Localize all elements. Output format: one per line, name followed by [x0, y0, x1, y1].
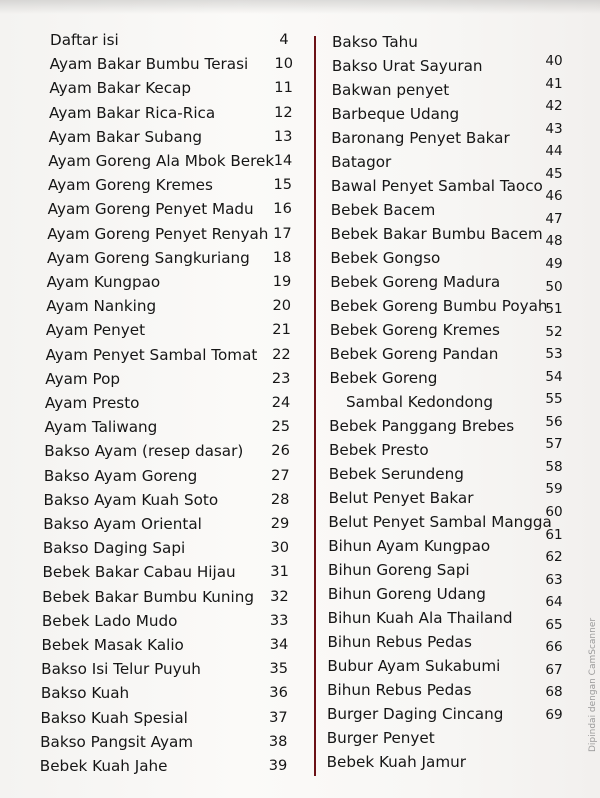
toc-entry-title: Bakso Pangsit Ayam — [40, 732, 194, 751]
toc-entry-title: Bihun Rebus Pedas — [327, 633, 472, 651]
toc-entry-title: Ayam Pop — [45, 369, 121, 388]
toc-entry-title: Bebek Panggang Brebes — [329, 417, 515, 435]
toc-entry-page: 56 — [545, 413, 563, 430]
toc-entry-title: Bebek Bakar Bumbu Kuning — [42, 587, 255, 606]
toc-entry-title: Bakso Ayam (resep dasar) — [44, 442, 244, 461]
toc-entry-title: Ayam Goreng Penyet Renyah — [47, 224, 269, 243]
toc-entry-title: Ayam Goreng Ala Mbok Berek — [48, 152, 275, 170]
toc-entry-page: 68 — [545, 684, 563, 701]
toc-entry-title: Belut Penyet Sambal Mangga — [328, 513, 552, 531]
toc-entry-title: Bebek Kuah Jamur — [326, 753, 467, 771]
toc-entry-title: Bebek Bakar Bumbu Bacem — [330, 225, 543, 243]
toc-entry-page: 12 — [274, 103, 293, 121]
toc-entry-title: Ayam Presto — [44, 394, 140, 412]
toc-entry-page: 53 — [545, 346, 563, 363]
toc-entry-title: Burger Penyet — [326, 729, 435, 747]
toc-entry-title: Bakso Isi Telur Puyuh — [41, 660, 201, 679]
toc-entry-page: 34 — [269, 636, 289, 653]
toc-entry-page: 63 — [545, 571, 563, 588]
toc-entry-title: Bubur Ayam Sukabumi — [327, 657, 501, 675]
toc-entry-title: Bebek Presto — [328, 441, 429, 459]
toc-entry-page: 44 — [545, 143, 563, 160]
toc-entry-page: 28 — [270, 490, 290, 508]
toc-entry-page: 47 — [545, 210, 563, 227]
toc-entry-title: Bakso Urat Sayuran — [331, 57, 483, 75]
toc-entry-page: 62 — [545, 549, 563, 566]
toc-entry-title: Bihun Kuah Ala Thailand — [327, 609, 513, 627]
toc-entry-title: Bebek Goreng Madura — [330, 273, 501, 291]
toc-entry-page: 19 — [272, 273, 292, 290]
toc-entry-title: Ayam Bakar Bumbu Terasi — [49, 55, 249, 74]
toc-entry-page: 33 — [269, 611, 289, 629]
toc-entry-title: Ayam Goreng Penyet Madu — [47, 200, 254, 219]
toc-entry-page: 18 — [272, 248, 292, 266]
toc-entry-title: Sambal Kedondong — [346, 393, 494, 411]
toc-entry-title: Bakso Ayam Goreng — [43, 466, 198, 485]
toc-entry-page: 61 — [545, 526, 563, 543]
page-top-shadow — [0, 0, 600, 14]
toc-entry-title: Bebek Goreng Pandan — [329, 345, 499, 363]
toc-entry-title: Bebek Lado Mudo — [41, 611, 178, 630]
toc-entry-page: 66 — [545, 639, 563, 656]
toc-entry-title: Bakwan penyet — [331, 81, 450, 99]
toc-entry-title: Bakso Ayam Kuah Soto — [43, 490, 219, 509]
toc-entry-title: Burger Daging Cincang — [326, 705, 504, 723]
toc-entry-page: 45 — [545, 165, 563, 182]
toc-entry-title: Baronang Penyet Bakar — [331, 129, 510, 147]
toc-entry-title: Ayam Penyet — [45, 321, 146, 340]
toc-entry-page: 64 — [545, 594, 563, 611]
toc-entry-title: Bebek Bakar Cabau Hijau — [42, 563, 236, 582]
toc-entry-page: 46 — [545, 188, 563, 205]
toc-entry-title: Batagor — [331, 153, 392, 171]
toc-entry-page: 25 — [271, 418, 291, 436]
toc-entry-title: Bakso Ayam Oriental — [43, 515, 202, 533]
toc-entry-page: 39 — [268, 757, 288, 774]
toc-entry-page: 43 — [545, 120, 563, 137]
toc-entry-page: 54 — [545, 368, 563, 385]
toc-entry-page: 22 — [272, 345, 291, 363]
toc-entry-page: 37 — [269, 708, 288, 726]
toc-entry-title: Bihun Ayam Kungpao — [328, 537, 491, 555]
toc-entry-page: 14 — [273, 152, 293, 169]
toc-entry-page: 36 — [269, 684, 288, 702]
toc-entry-page: 24 — [271, 394, 291, 411]
toc-entry-page: 69 — [545, 706, 563, 723]
toc-entry-title: Bakso Tahu — [332, 33, 418, 51]
toc-entry-title: Bebek Goreng — [329, 369, 438, 387]
toc-entry-page: 15 — [273, 176, 293, 194]
toc-entry-title: Bebek Masak Kalio — [41, 636, 184, 654]
toc-entry-page: 57 — [545, 436, 563, 453]
toc-entry-page: 10 — [274, 55, 294, 73]
toc-entry-title: Bebek Kuah Jahe — [39, 757, 168, 775]
toc-entry-title: Bihun Rebus Pedas — [327, 681, 472, 699]
toc-entry-title: Ayam Bakar Subang — [48, 127, 203, 146]
toc-entry-page: 21 — [272, 321, 291, 339]
toc-entry-page: 65 — [545, 616, 563, 633]
toc-entry-page: 48 — [545, 233, 563, 250]
toc-entry-page: 31 — [270, 563, 289, 581]
toc-entry-page: 58 — [545, 458, 563, 475]
toc-entry-title: Ayam Nanking — [46, 297, 157, 316]
toc-entry-page: 11 — [274, 79, 293, 97]
column-divider — [314, 36, 316, 776]
toc-entry-page: 51 — [545, 301, 563, 318]
toc-entry-page: 60 — [545, 504, 563, 520]
toc-entry-page: 38 — [268, 732, 288, 750]
toc-entry-title: Ayam Taliwang — [44, 418, 158, 437]
toc-entry-page: 23 — [271, 369, 291, 387]
toc-entry-title: Belut Penyet Bakar — [328, 489, 474, 507]
toc-entry-page: 30 — [270, 539, 290, 557]
toc-entry-title: Ayam Bakar Kecap — [49, 79, 192, 98]
toc-entry-page: 13 — [273, 127, 293, 145]
toc-entry-page: 50 — [545, 278, 563, 295]
toc-entry-title: Bakso Kuah — [40, 684, 130, 703]
toc-entry-title: Ayam Kungpao — [46, 273, 161, 291]
toc-entry-page: 16 — [273, 200, 292, 218]
toc-entry-page: 26 — [271, 442, 290, 460]
toc-entry-page: 52 — [545, 323, 563, 340]
toc-entry-page: 4 — [279, 31, 289, 48]
toc-entry-title: Bebek Serundeng — [328, 465, 464, 483]
toc-entry-title: Bakso Kuah Spesial — [40, 708, 188, 727]
toc-entry-page: 49 — [545, 255, 563, 272]
toc-entry-title: Ayam Penyet Sambal Tomat — [45, 345, 258, 364]
toc-entry-page: 42 — [545, 98, 563, 115]
scanner-watermark: Dipindai dengan CamScanner — [588, 617, 598, 752]
toc-entry-page: 40 — [545, 53, 563, 69]
toc-entry-page: 27 — [271, 466, 290, 484]
toc-entry-page: 29 — [270, 515, 290, 532]
toc-entry-title: Ayam Goreng Kremes — [47, 176, 213, 195]
toc-entry-title: Daftar isi — [50, 31, 119, 49]
toc-entry-title: Bakso Daging Sapi — [42, 539, 186, 558]
toc-entry-page: 55 — [545, 391, 563, 408]
toc-entry-title: Ayam Goreng Sangkuriang — [46, 248, 250, 267]
toc-entry-page: 20 — [272, 297, 292, 315]
toc-entry-page: 17 — [273, 224, 292, 242]
toc-entry-title: Bebek Bacem — [330, 201, 436, 219]
toc-entry-title: Bihun Goreng Sapi — [328, 561, 470, 579]
toc-entry-title: Bebek Gongso — [330, 249, 441, 267]
toc-entry-title: Bawal Penyet Sambal Taoco — [330, 177, 543, 195]
toc-entry-title: Bebek Goreng Bumbu Poyah — [330, 297, 548, 315]
toc-entry-page: 67 — [545, 661, 563, 678]
toc-entry-title: Bebek Goreng Kremes — [329, 321, 500, 339]
toc-entry-page: 35 — [269, 660, 289, 678]
toc-entry-page: 32 — [270, 587, 289, 605]
toc-entry-title: Barbeque Udang — [331, 105, 460, 123]
toc-entry-page: 59 — [545, 481, 563, 498]
toc-entry-title: Ayam Bakar Rica-Rica — [48, 103, 216, 122]
toc-entry-title: Bihun Goreng Udang — [327, 585, 486, 603]
toc-entry-page: 41 — [545, 75, 563, 92]
